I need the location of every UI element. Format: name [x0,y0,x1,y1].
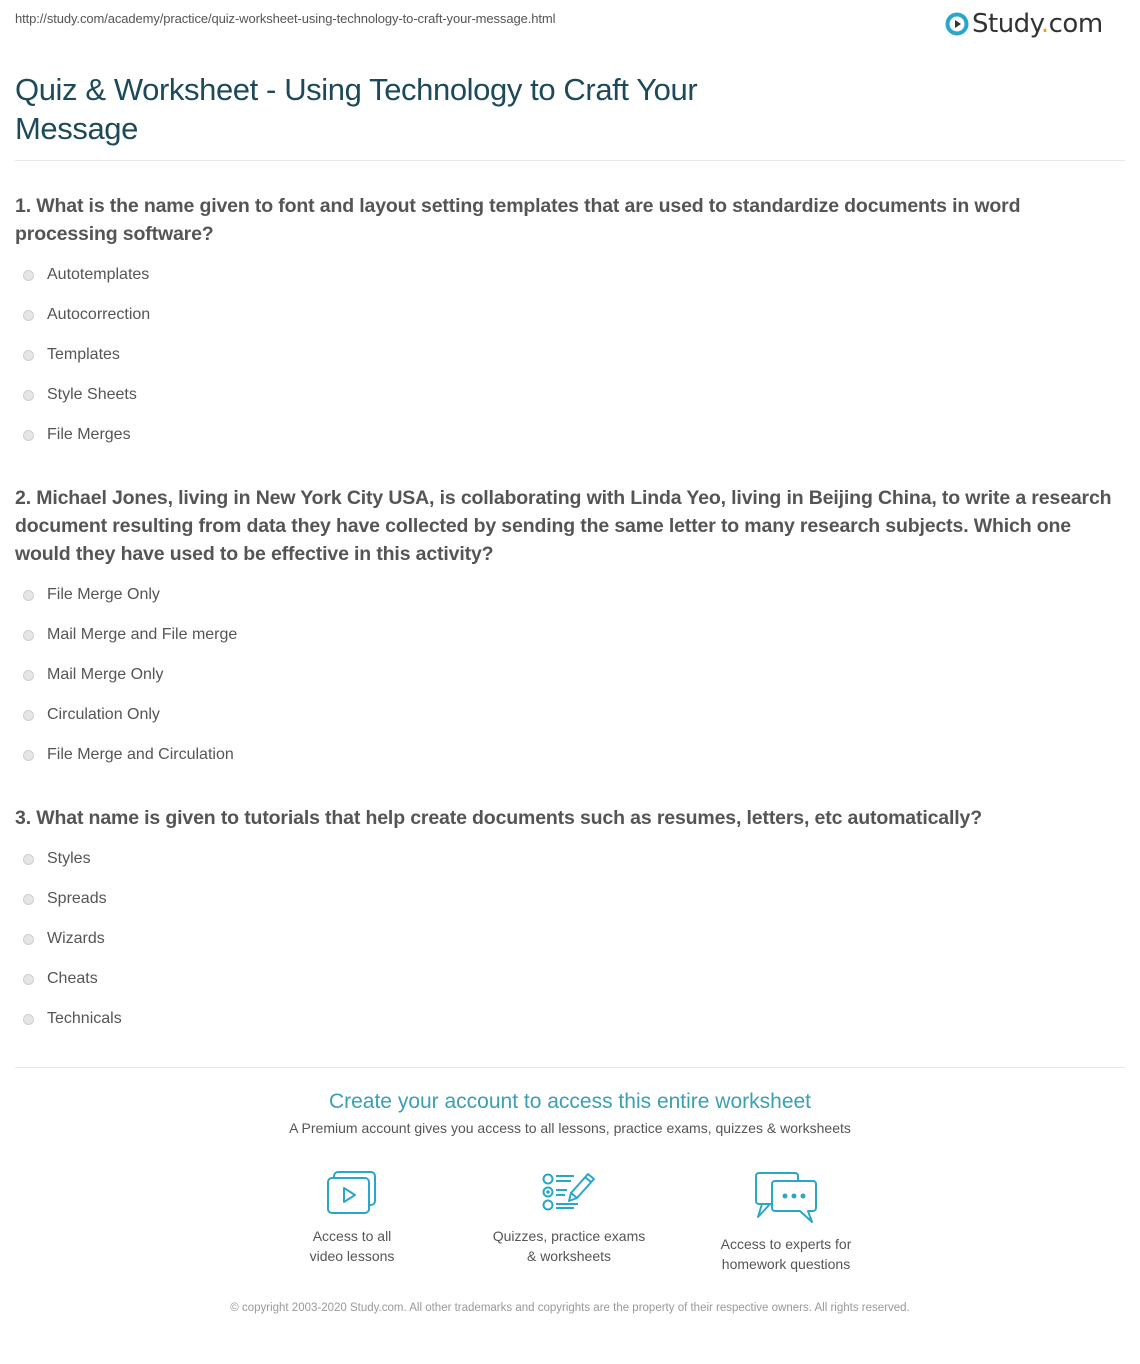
feature-label: Quizzes, practice exams [492,1228,646,1244]
radio-button[interactable] [23,934,34,945]
study-logo[interactable] [945,9,1103,39]
answer-option[interactable] [23,415,150,455]
radio-button[interactable] [23,350,34,361]
option-label: Style Sheets [47,386,137,403]
option-label: Autotemplates [47,266,150,283]
feature-label: video lessons [309,1248,395,1264]
feature-experts [686,1170,886,1274]
logo-text: Study.com [972,9,1103,39]
feature-label: Access to experts for [720,1236,852,1252]
option-label: Autocorrection [47,306,151,323]
option-label: Styles [47,850,91,867]
radio-button[interactable] [23,390,34,401]
answer-option[interactable] [23,735,237,775]
radio-button[interactable] [23,1014,34,1025]
option-label: File Merge Only [47,586,160,603]
answer-option[interactable] [23,959,122,999]
question-2-options [23,575,237,775]
play-circle-logo-icon [945,12,969,36]
feature-video-lessons [252,1170,452,1266]
question-1-options [23,255,150,455]
option-label: Wizards [47,930,105,947]
answer-option[interactable] [23,575,237,615]
option-label: File Merge and Circulation [47,746,234,763]
divider [15,160,1125,161]
chat-bubbles-icon [754,1170,818,1224]
answer-option[interactable] [23,295,150,335]
option-label: Circulation Only [47,706,160,723]
answer-option[interactable] [23,375,150,415]
answer-option[interactable] [23,335,150,375]
option-label: Mail Merge Only [47,666,164,683]
video-lessons-icon [325,1170,379,1216]
feature-label: Access to all [312,1228,392,1244]
page-title: Quiz & Worksheet - Using Technology to Craft Your Message [15,72,698,146]
radio-button[interactable] [23,750,34,761]
feature-label: homework questions [721,1256,851,1272]
radio-button[interactable] [23,430,34,441]
radio-button[interactable] [23,630,34,641]
radio-button[interactable] [23,310,34,321]
divider [15,1067,1125,1068]
answer-option[interactable] [23,839,122,879]
radio-button[interactable] [23,710,34,721]
question-3-options [23,839,122,1039]
question-2: 2. Michael Jones, living in New York City USA, is collaborating with Linda Yeo, living in Beijing China, to write a research document resulting from data they have collected by sending the same letter to many research subjects. Which one would they have used to be effective in this activity? [15,487,1112,565]
option-label: Templates [47,346,120,363]
radio-button[interactable] [23,670,34,681]
quiz-checklist-icon [541,1170,597,1216]
premium-description: A Premium account gives you access to all lessons, practice exams, quizzes & worksheets [289,1120,851,1136]
option-label: Cheats [47,970,98,987]
option-label: Mail Merge and File merge [47,626,238,643]
option-label: Technicals [47,1010,122,1027]
radio-button[interactable] [23,894,34,905]
option-label: File Merges [47,426,131,443]
option-label: Spreads [47,890,107,907]
radio-button[interactable] [23,590,34,601]
page-url: http://study.com/academy/practice/quiz-worksheet-using-technology-to-craft-your-message.html [15,11,556,26]
create-account-link[interactable]: Create your account to access this entire worksheet [328,1090,812,1113]
question-1: 1. What is the name given to font and layout setting templates that are used to standardize documents in word processing software? [15,195,1021,245]
feature-quizzes [469,1170,669,1266]
question-3: 3. What name is given to tutorials that help create documents such as resumes, letters, etc automatically? [15,807,982,829]
answer-option[interactable] [23,919,122,959]
answer-option[interactable] [23,999,122,1039]
answer-option[interactable] [23,255,150,295]
copyright-notice: © copyright 2003-2020 Study.com. All other trademarks and copyrights are the property of their respective owners. All rights reserved. [230,1302,910,1314]
feature-label: & worksheets [526,1248,612,1264]
answer-option[interactable] [23,615,237,655]
answer-option[interactable] [23,655,237,695]
answer-option[interactable] [23,879,122,919]
answer-option[interactable] [23,695,237,735]
radio-button[interactable] [23,270,34,281]
radio-button[interactable] [23,854,34,865]
radio-button[interactable] [23,974,34,985]
